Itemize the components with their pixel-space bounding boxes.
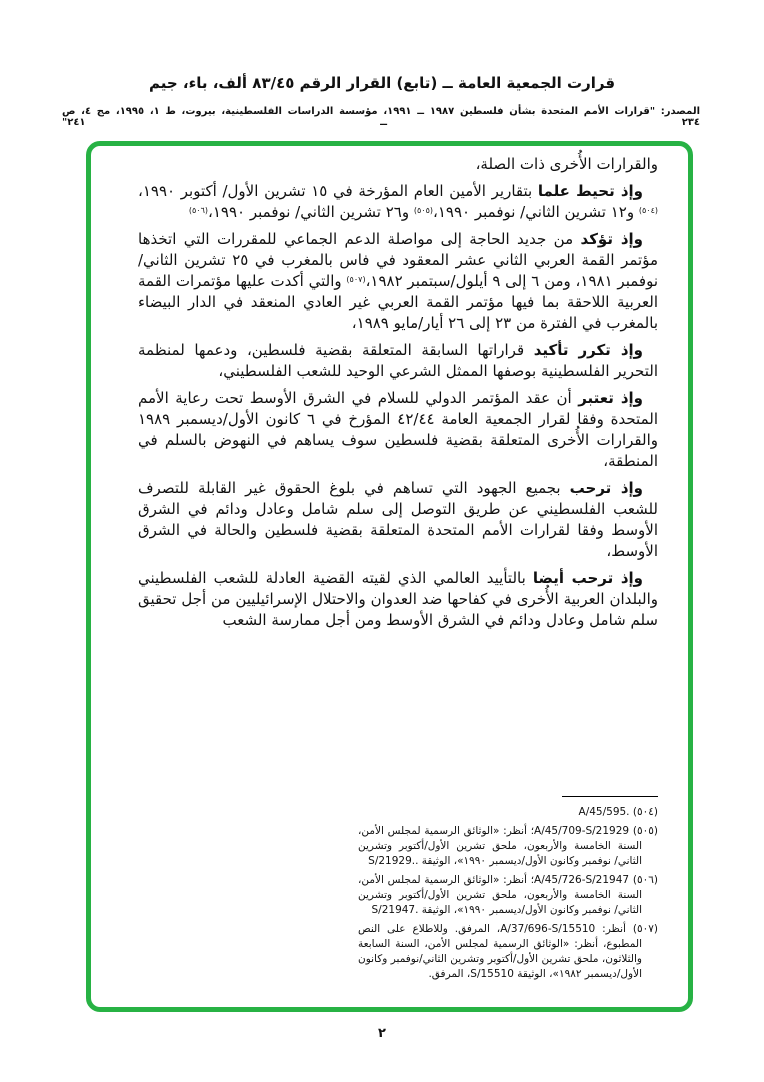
document-symbol: S/15510 xyxy=(470,968,514,980)
paragraph-text: قراراتها السابقة المتعلقة بقضية فلسطين، ودعمها لمنظمة التحرير الفلسطينية بوصفها الممثل الشرعي الوحيد للشعب الفلسطيني، xyxy=(138,341,658,380)
paragraph-lead: وإذ تؤكد xyxy=(580,230,643,248)
paragraph-text: والقرارات الأُخرى ذات الصلة، xyxy=(475,155,658,173)
footnote-marker: (٥٠٤) xyxy=(632,806,658,818)
footnotes-list xyxy=(358,805,658,982)
paragraph-lead: وإذ تحيط علما xyxy=(537,182,643,200)
paragraph-text: ؛ أنظر: «الوثائق الرسمية لمجلس الأمن، السنة الخامسة والأربعون، ملحق تشرين الأول/أكتوبر وتشرين الثاني/ نوفمبر وكانون الأول/ديسمبر ١٩٩٠»، الوثيقة xyxy=(358,825,642,867)
paragraph-text: أنظر: xyxy=(595,923,626,935)
page-number: ٢ xyxy=(378,1026,386,1041)
footnote-ref: (٥٠٦) xyxy=(188,206,208,215)
para-reaffirming-support xyxy=(138,229,658,334)
paragraph-text: و٢٦ تشرين الثاني/ نوفمبر ١٩٩٠، xyxy=(208,203,414,221)
source-line: المصدر: "قرارات الأمم المتحدة بشأن فلسطين ١٩٨٧ ــ ١٩٩١، مؤسسة الدراسات الفلسطينية، بيروت، ط ١، ١٩٩٥، مج ٤، ص ٢٣٤ ــ ٢٤١" xyxy=(62,106,701,128)
footnote-item xyxy=(358,824,658,869)
resolution-body xyxy=(138,154,658,637)
paragraph-text: بالتأييد العالمي الذي لقيته القضية العادلة للشعب الفلسطيني والبلدان العربية الأُخرى في كفاحها ضد العدوان والاحتلال الإسرائيليين من أجل تحقيق سلم شامل وعادل ودائم في الشرق الأوسط ومن أجل ممارسة الشعب xyxy=(138,569,658,629)
footnote-item xyxy=(358,805,658,820)
paragraph-lead: وإذ ترحب أيضا xyxy=(532,569,643,587)
paragraph-text: أن عقد المؤتمر الدولي للسلام في الشرق الأوسط تحت رعاية الأمم المتحدة وفقا لقرار الجمعية العامة ٤٢/٤٤ المؤرخ في ٦ كانون الأول/ديسمبر ١٩٨٩ والقرارات الأُخرى المتعلقة بقضية فلسطين سوف يساهم في النهوض بالسلم في المنطقة، xyxy=(138,389,658,470)
footnotes-section xyxy=(358,796,658,986)
document-symbol: A/45/726-S/21947 xyxy=(534,874,630,886)
paragraph-text: ؛ أنظر: «الوثائق الرسمية لمجلس الأمن، السنة الخامسة والأربعون، ملحق تشرين الأول/أكتوبر وتشرين الثاني/ نوفمبر وكانون الأول/ديسمبر ١٩٩٠»، الوثيقة xyxy=(358,874,642,916)
footnote-ref: (٥٠٧) xyxy=(346,275,366,284)
paragraph-text: بتقارير الأمين العام المؤرخة في ١٥ تشرين الأول/ أكتوبر ١٩٩٠، xyxy=(138,182,538,200)
continuation-line xyxy=(138,154,658,175)
footnote-ref: (٥٠٥) xyxy=(413,206,433,215)
paragraph-lead: وإذ تكرر تأكيد xyxy=(533,341,643,359)
paragraph-text: من جديد الحاجة إلى مواصلة الدعم الجماعي للمقررات التي اتخذها مؤتمر القمة العربي الثاني عشر المعقود في فاس بالمغرب في ٢٥ تشرين الثاني/نوفمبر ١٩٨١، ومن ٦ إلى ٩ أيلول/سبتمبر ١٩٨٢، xyxy=(138,230,659,290)
footnote-marker: (٥٠٥) xyxy=(632,825,658,837)
para-welcoming-support xyxy=(138,568,658,631)
paragraph-lead: وإذ ترحب xyxy=(569,479,643,497)
page-title: قرارت الجمعية العامة ــ (تابع) القرار الرقم ٨٣/٤٥ ألف، باء، جيم xyxy=(148,74,616,92)
footnote-separator xyxy=(562,796,658,797)
footnote-marker: (٥٠٦) xyxy=(632,874,658,886)
document-frame xyxy=(86,141,693,1012)
document-symbol: S/21929.. xyxy=(368,855,419,867)
document-symbol: A/37/696-S/15510 xyxy=(500,923,596,935)
paragraph-text: و١٢ تشرين الثاني/ نوفمبر ١٩٩٠، xyxy=(433,203,639,221)
paragraph-text: بجميع الجهود التي تساهم في بلوغ الحقوق غير القابلة للتصرف للشعب الفلسطيني عن طريق التوصل إلى سلم شامل وعادل ودائم في الشرق الأوسط وفقا لقرارات الأمم المتحدة المتعلقة بقضية فلسطين والحالة في الشرق الأوسط، xyxy=(138,479,658,560)
paragraph-lead: وإذ تعتبر xyxy=(578,389,643,407)
footnote-ref: (٥٠٤) xyxy=(638,206,658,215)
document-symbol: A/45/595. xyxy=(578,806,630,818)
footnote-item xyxy=(358,922,658,982)
paragraph-text: ، المرفق. وللاطلاع على النص المطبوع، أنظر: «الوثائق الرسمية لمجلس الأمن، السنة السابعة والثلاثون، ملحق تشرين الأول/أكتوبر وتشرين الثاني/نوفمبر وكانون الأول/ديسمبر ١٩٨٢»، الوثيقة xyxy=(358,923,642,980)
document-symbol: S/21947. xyxy=(371,904,419,916)
document-symbol: A/45/709-S/21929 xyxy=(534,825,630,837)
para-taking-note xyxy=(138,181,658,223)
footnote-item xyxy=(358,873,658,918)
para-reiterating-resolutions xyxy=(138,340,658,382)
para-welcoming-efforts xyxy=(138,478,658,562)
footnote-marker: (٥٠٧) xyxy=(632,923,659,935)
paragraph-text: ، المرفق. xyxy=(428,968,471,980)
paragraph-text: والتي أكدت عليها مؤتمرات القمة العربية اللاحقة بما فيها مؤتمر القمة العربي غير العادي المنعقد في الدار البيضاء بالمغرب في الفترة من ٢٣ إلى ٢٦ أيار/مايو ١٩٨٩، xyxy=(138,272,658,332)
para-considering-conference xyxy=(138,388,658,472)
